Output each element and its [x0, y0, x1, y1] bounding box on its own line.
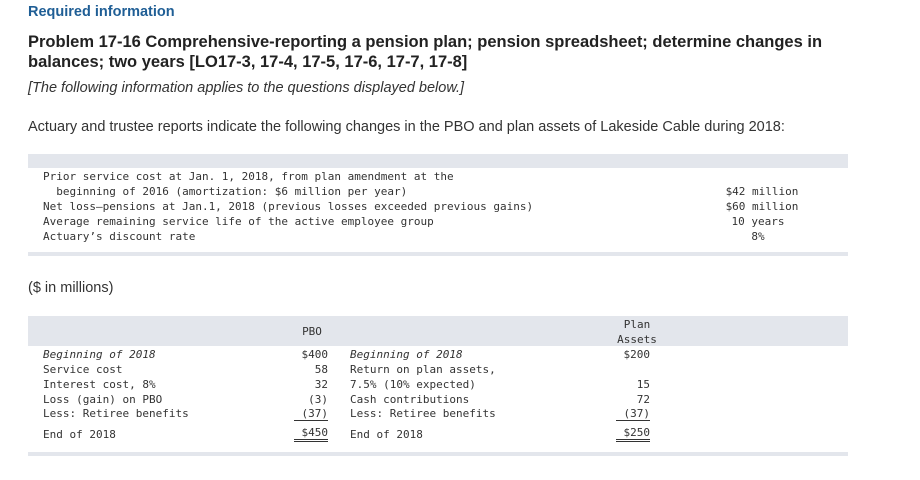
pbo-row-label: Less: Retiree benefits	[43, 407, 189, 420]
pbo-table-header-bar	[28, 316, 848, 346]
pbo-row-label: Beginning of 2018	[43, 348, 156, 361]
required-information-title: Required information	[28, 4, 175, 20]
asset-row-label: Beginning of 2018	[350, 348, 463, 361]
millions-label: ($ in millions)	[28, 280, 114, 296]
pbo-row-label: End of 2018	[43, 428, 116, 441]
pbo-row-value: 58	[314, 363, 328, 376]
pbo-row-label: Loss (gain) on PBO	[43, 393, 163, 406]
plan-assets-header-line2: Assets	[617, 333, 657, 346]
pbo-row-value: (3)	[308, 393, 328, 406]
asset-row-value: $250	[616, 426, 650, 442]
asset-row-value: (37)	[616, 407, 650, 421]
plan-assets-header-line1: Plan	[623, 318, 651, 331]
asset-row-value: $200	[623, 348, 650, 361]
pbo-row-value: $400	[301, 348, 328, 361]
asset-row-label: Return on plan assets,	[350, 363, 496, 376]
asset-row-label: Cash contributions	[350, 393, 470, 406]
pbo-row-label: Interest cost, 8%	[43, 378, 156, 391]
asset-row-label: Less: Retiree benefits	[350, 407, 496, 420]
info-row-label: Average remaining service life of the active employee group	[43, 215, 434, 228]
info-row-label: Prior service cost at Jan. 1, 2018, from plan amendment at the	[43, 170, 454, 183]
info-table-header-bar	[28, 154, 848, 168]
pbo-row-value: (37)	[294, 407, 328, 421]
asset-row-label: 7.5% (10% expected)	[350, 378, 476, 391]
intro-text: Actuary and trustee reports indicate the following changes in the PBO and plan assets of Lakeside Cable during 2018:	[28, 119, 785, 135]
info-row-label: beginning of 2016 (amortization: $6 million per year)	[43, 185, 408, 198]
info-row-value: 10 years	[731, 215, 785, 228]
info-row-value: $42 million	[725, 185, 799, 198]
pbo-row-label: Service cost	[43, 363, 123, 376]
pbo-table-bottom-bar	[28, 452, 848, 456]
applies-note: [The following information applies to the questions displayed below.]	[28, 80, 465, 96]
info-row-label: Actuary’s discount rate	[43, 230, 196, 243]
info-row-label: Net loss–pensions at Jan.1, 2018 (previous losses exceeded previous gains)	[43, 200, 534, 213]
asset-row-label: End of 2018	[350, 428, 423, 441]
asset-row-value: 15	[636, 378, 650, 391]
info-row-value: 8%	[751, 230, 765, 243]
pbo-row-value: 32	[314, 378, 328, 391]
asset-row-value: 72	[636, 393, 650, 406]
pbo-row-value: $450	[294, 426, 328, 442]
info-row-value: $60 million	[725, 200, 799, 213]
problem-title: Problem 17-16 Comprehensive-reporting a pension plan; pension spreadsheet; determine changes in balances; two years [LO17-3, 17-4, 17-5, 17-6, 17-7, 17-8]	[28, 33, 823, 71]
info-table-bottom-bar	[28, 252, 848, 256]
pbo-header: PBO	[302, 325, 322, 338]
